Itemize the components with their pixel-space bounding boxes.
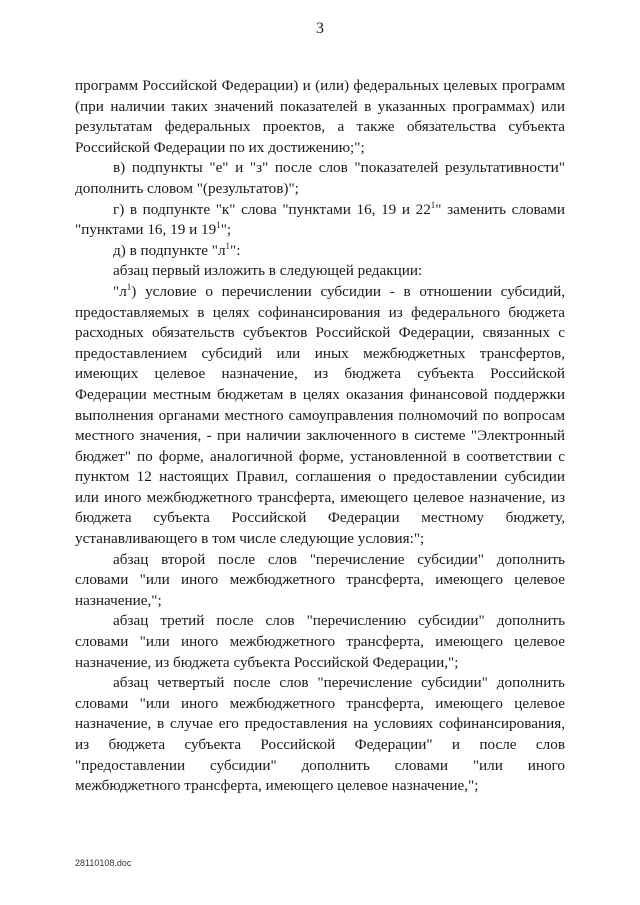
page-number: 3 xyxy=(316,20,324,37)
text-segment: д) в подпункте "л xyxy=(113,241,226,259)
superscript: 1 xyxy=(216,220,221,231)
document-body xyxy=(75,76,565,797)
paragraph-first-abzac: абзац первый изложить в следующей редакции: xyxy=(113,262,423,280)
paragraph-item-g xyxy=(75,200,565,241)
paragraph-item-v: в) подпункты "е" и "з" после слов "показателей результативности" дополнить словом "(результатов)"; xyxy=(75,159,565,197)
superscript: 1 xyxy=(126,281,132,292)
text-segment: " заменить словами "пунктами 16, 19 и 19 xyxy=(75,200,565,239)
document-filename: 28110108.doc xyxy=(75,858,132,868)
paragraph-item-d xyxy=(75,241,565,262)
superscript: 1 xyxy=(430,199,436,210)
paragraph-fourth-abzac: абзац четвертый после слов "перечисление субсидии" дополнить словами "или иного межбюджетного трансферта, имеющего целевое назначение, в случае его предоставления на условиях софинансирования, из бюджета субъекта Российской Федерации" и после слов "предоставлении субсидии" дополнить словами "или иного межбюджетного трансферта, имеющего целевое назначение,"; xyxy=(75,674,565,795)
paragraph-second-abzac: абзац второй после слов "перечисление субсидии" дополнить словами "или иного межбюджетного трансферта, имеющего целевое назначение,"; xyxy=(75,550,565,609)
text-segment: ) условие о перечислении субсидии - в отношении субсидий, предоставляемых в целях софинансирования из федерального бюджета расходных обязательств субъектов Российской Федерации, связанных с предоставлением субсидий или иных межбюджетных трансфертов, имеющих целевое назначение, из бюджета субъекта Российской Федерации местным бюджетам в целях оказания финансовой поддержки выполнения органами местного самоуправления полномочий по вопросам местного значения, - при наличии заключенного в системе "Электронный бюджет" по форме, аналогичной форме, установленной в соответствии с пунктом 12 настоящих Правил, соглашения о предоставлении субсидии или иного межбюджетного трансферта, имеющего целевое назначение, из бюджета субъекта Российской Федерации местному бюджету, устанавливающего в том числе следующие условия:"; xyxy=(75,282,565,548)
paragraph-continuation: программ Российской Федерации) и (или) федеральных целевых программ (при наличии таких значений показателей в указанных программах) или результатам федеральных проектов, а также обязательства субъекта Российской Федерации по их достижению;"; xyxy=(75,77,565,156)
text-segment: ": xyxy=(230,241,241,259)
text-segment: г) в подпункте "к" слова "пунктами 16, 19 и 22 xyxy=(113,200,431,218)
paragraph-third-abzac: абзац третий после слов "перечислению субсидии" дополнить словами "или иного межбюджетного трансферта, имеющего целевое назначение, из бюджета субъекта Российской Федерации,"; xyxy=(75,612,565,671)
superscript: 1 xyxy=(225,240,231,251)
text-segment: "л xyxy=(113,282,127,300)
paragraph-new-wording xyxy=(75,282,565,550)
text-segment: "; xyxy=(220,221,232,239)
